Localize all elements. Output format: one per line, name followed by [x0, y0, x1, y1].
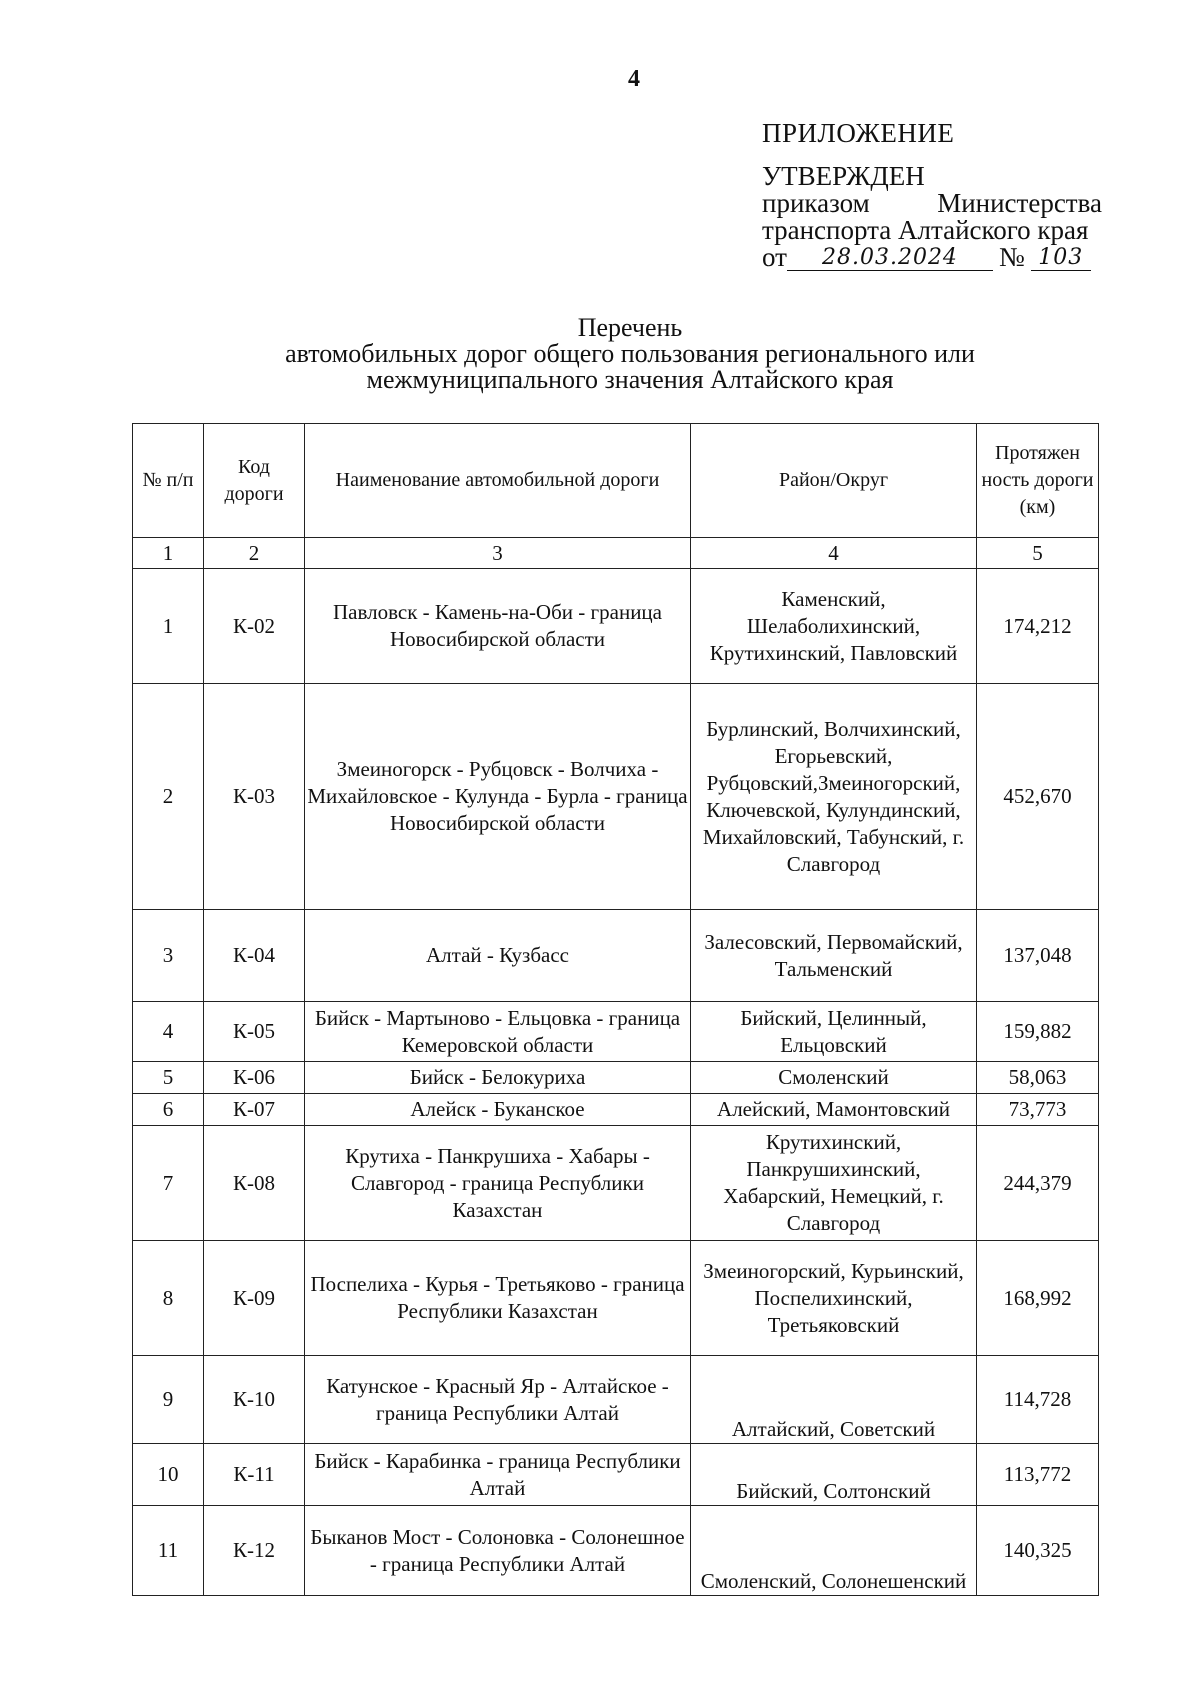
row-number: 8	[133, 1241, 204, 1356]
number-prefix: №	[998, 242, 1025, 272]
road-district: Бурлинский, Волчихинский, Егорьевский, Рубцовский,Змеиногорский, Ключевской, Кулундинский, Михайловский, Табунский, г. Славгород	[691, 684, 977, 910]
road-district: Смоленский, Солонешенский	[691, 1506, 977, 1596]
road-district: Крутихинский, Панкрушихинский, Хабарский, Немецкий, г. Славгород	[691, 1126, 977, 1241]
road-name: Крутиха - Панкрушиха - Хабары - Славгород - граница Республики Казахстан	[305, 1126, 691, 1241]
table-row	[133, 1241, 1099, 1356]
road-length: 168,992	[977, 1241, 1099, 1356]
road-code: К-08	[204, 1126, 305, 1241]
header-name: Наименование автомобильной дороги	[305, 424, 691, 538]
road-district: Змеиногорский, Курьинский, Поспелихинский, Третьяковский	[691, 1241, 977, 1356]
road-length: 140,325	[977, 1506, 1099, 1596]
header-code: Код дороги	[204, 424, 305, 538]
road-code: К-05	[204, 1002, 305, 1062]
road-length: 244,379	[977, 1126, 1099, 1241]
road-code: К-04	[204, 910, 305, 1002]
list-title	[180, 315, 1080, 393]
road-district: Каменский, Шелаболихинский, Крутихинский, Павловский	[691, 569, 977, 684]
row-number: 9	[133, 1356, 204, 1444]
road-code: К-06	[204, 1062, 305, 1094]
road-length: 113,772	[977, 1444, 1099, 1506]
roads-table	[132, 423, 1099, 1596]
road-length: 114,728	[977, 1356, 1099, 1444]
column-number: 4	[691, 538, 977, 569]
road-length: 174,212	[977, 569, 1099, 684]
approval-block	[762, 120, 1102, 271]
row-number: 1	[133, 569, 204, 684]
table-row	[133, 1002, 1099, 1062]
row-number: 3	[133, 910, 204, 1002]
title-line-1: Перечень	[577, 313, 683, 342]
road-name: Павловск - Камень-на-Оби - граница Новосибирской области	[305, 569, 691, 684]
road-district: Залесовский, Первомайский, Тальменский	[691, 910, 977, 1002]
road-length: 452,670	[977, 684, 1099, 910]
road-length: 73,773	[977, 1094, 1099, 1126]
table-row	[133, 684, 1099, 910]
column-number: 2	[204, 538, 305, 569]
road-code: К-10	[204, 1356, 305, 1444]
table-body	[133, 569, 1099, 1596]
column-number-row	[133, 538, 1099, 569]
road-name: Алтай - Кузбасс	[305, 910, 691, 1002]
road-code: К-11	[204, 1444, 305, 1506]
table-row	[133, 1062, 1099, 1094]
ministry-rest: транспорта Алтайского края	[762, 215, 1089, 245]
road-district: Бийский, Целинный, Ельцовский	[691, 1002, 977, 1062]
approved-label: УТВЕРЖДЕН	[762, 161, 925, 191]
road-name: Змеиногорск - Рубцовск - Волчиха - Михайловское - Кулунда - Бурла - граница Новосибирской области	[305, 684, 691, 910]
road-name: Бийск - Карабинка - граница Республики Алтай	[305, 1444, 691, 1506]
appendix-label: ПРИЛОЖЕНИЕ	[762, 118, 955, 148]
title-line-3: межмуниципального значения Алтайского края	[366, 365, 894, 394]
road-district: Бийский, Солтонский	[691, 1444, 977, 1506]
road-name: Быканов Мост - Солоновка - Солонешное - граница Республики Алтай	[305, 1506, 691, 1596]
road-code: К-02	[204, 569, 305, 684]
road-name: Катунское - Красный Яр - Алтайское - граница Республики Алтай	[305, 1356, 691, 1444]
order-word: приказом	[762, 188, 870, 218]
title-line-2: автомобильных дорог общего пользования регионального или	[285, 339, 975, 368]
row-number: 6	[133, 1094, 204, 1126]
header-length: Протяжен ность дороги (км)	[977, 424, 1099, 538]
road-length: 58,063	[977, 1062, 1099, 1094]
table-row	[133, 1126, 1099, 1241]
row-number: 7	[133, 1126, 204, 1241]
road-code: К-12	[204, 1506, 305, 1596]
row-number: 2	[133, 684, 204, 910]
handwritten-number: 103	[1031, 246, 1091, 271]
column-number: 1	[133, 538, 204, 569]
road-code: К-03	[204, 684, 305, 910]
road-district: Алейский, Мамонтовский	[691, 1094, 977, 1126]
table-row	[133, 1356, 1099, 1444]
road-code: К-07	[204, 1094, 305, 1126]
date-line	[762, 244, 1102, 271]
table-header-row	[133, 424, 1099, 538]
page-number: 4	[628, 66, 640, 92]
table-row	[133, 569, 1099, 684]
table-row	[133, 1506, 1099, 1596]
row-number: 10	[133, 1444, 204, 1506]
handwritten-date: 28.03.2024	[787, 246, 993, 271]
road-length: 137,048	[977, 910, 1099, 1002]
row-number: 4	[133, 1002, 204, 1062]
ministry-word: Министерства	[937, 188, 1102, 218]
road-district: Алтайский, Советский	[691, 1356, 977, 1444]
column-number: 5	[977, 538, 1099, 569]
header-district: Район/Округ	[691, 424, 977, 538]
road-code: К-09	[204, 1241, 305, 1356]
road-name: Бийск - Белокуриха	[305, 1062, 691, 1094]
table-row	[133, 1444, 1099, 1506]
header-number: № п/п	[133, 424, 204, 538]
row-number: 5	[133, 1062, 204, 1094]
row-number: 11	[133, 1506, 204, 1596]
road-name: Алейск - Буканское	[305, 1094, 691, 1126]
road-district: Смоленский	[691, 1062, 977, 1094]
column-number: 3	[305, 538, 691, 569]
order-line	[762, 190, 1102, 217]
table-row	[133, 910, 1099, 1002]
table-row	[133, 1094, 1099, 1126]
road-name: Бийск - Мартыново - Ельцовка - граница Кемеровской области	[305, 1002, 691, 1062]
road-length: 159,882	[977, 1002, 1099, 1062]
date-prefix: от	[762, 242, 787, 272]
road-name: Поспелиха - Курья - Третьяково - граница Республики Казахстан	[305, 1241, 691, 1356]
